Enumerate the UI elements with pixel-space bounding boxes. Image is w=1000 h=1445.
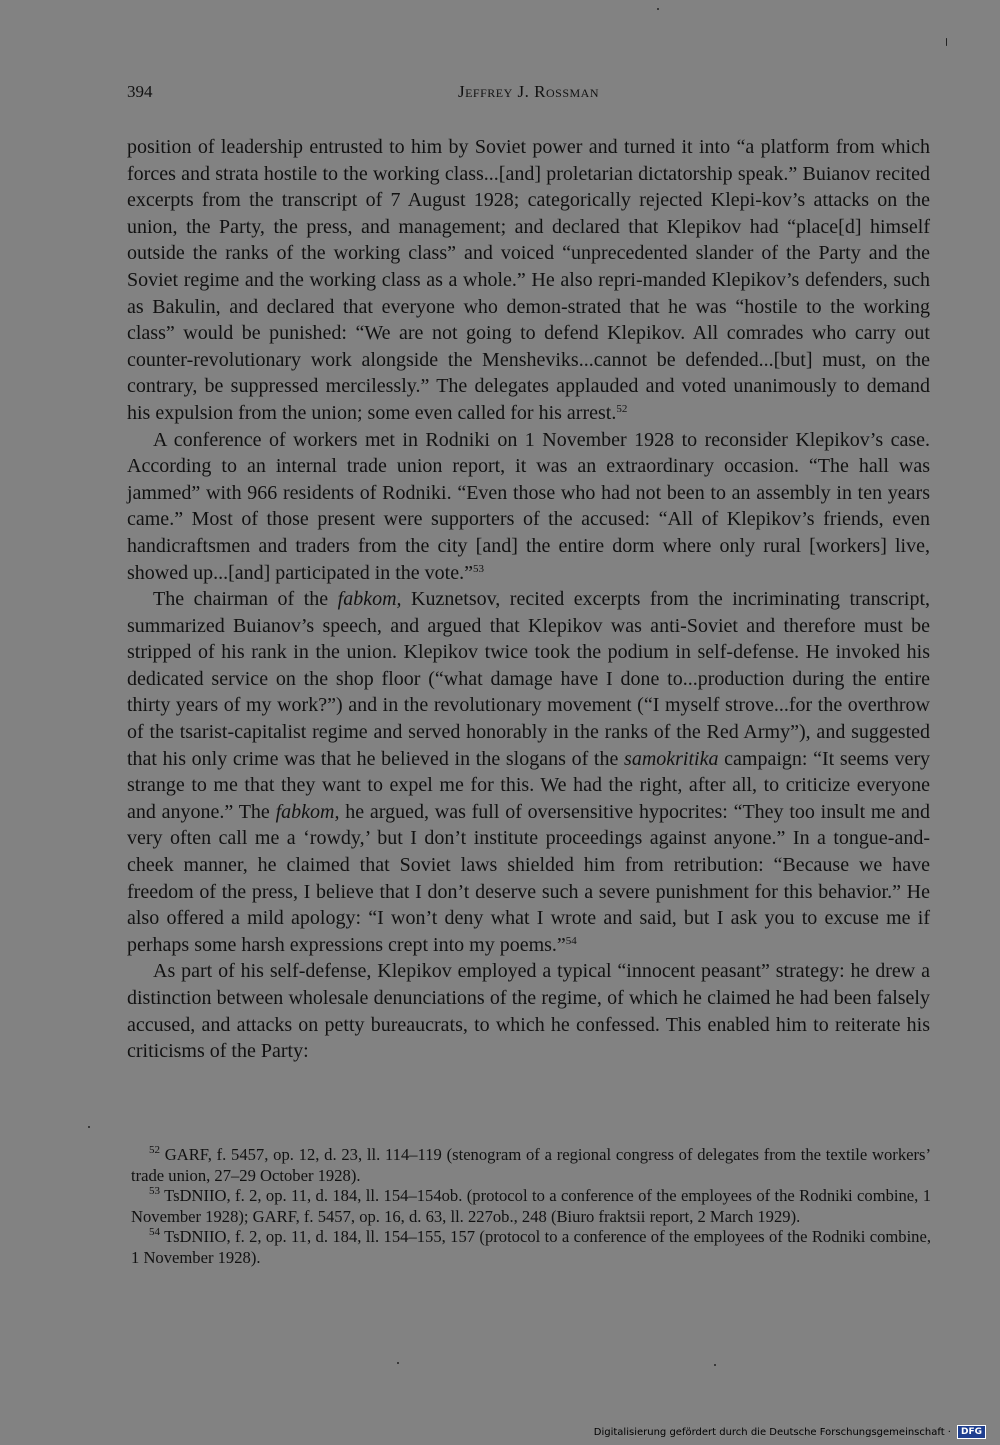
footnotes bbox=[131, 1145, 931, 1268]
body-text bbox=[127, 134, 930, 1065]
digitization-footer bbox=[594, 1425, 986, 1439]
dfg-logo: DFG bbox=[957, 1425, 986, 1439]
footnote-ref: 53 bbox=[473, 562, 484, 575]
italic-term: fabkom, bbox=[275, 800, 340, 823]
footnote-number: 52 bbox=[149, 1144, 160, 1156]
paragraph bbox=[127, 586, 930, 958]
italic-term: fabkom, bbox=[337, 588, 402, 611]
paragraph bbox=[127, 958, 930, 1064]
footnote-ref: 54 bbox=[565, 934, 577, 947]
footnote-number: 53 bbox=[149, 1185, 160, 1197]
page-number: 394 bbox=[127, 82, 153, 101]
page-header bbox=[127, 82, 930, 108]
footnote bbox=[131, 1186, 931, 1227]
text-run: he argued, was full of oversensitive hypocrites: “They too insult me and very often call me a ‘rowdy,’ but I don’t institute proceedings against anyone.” In a tongue-and-cheek manner, he claimed that Soviet laws shielded him from retribution: “Because we have freedom of the press, I believe that I don’t deserve such a severe punishment for this behavior.” He also offered a mild apology: “I won’t deny what I wrote and said, but I ask you to excuse me if perhaps some harsh expressions crept into my poems.” bbox=[127, 800, 930, 956]
footnote-text: GARF, f. 5457, op. 12, d. 23, ll. 114–119 (stenogram of a regional congress of delegates from the textile workers’ trade union, 27–29 October 1928). bbox=[131, 1145, 931, 1185]
running-head: Jeffrey J. Rossman bbox=[457, 82, 599, 101]
footnote-number: 54 bbox=[149, 1226, 160, 1238]
footnote-text: TsDNIIO, f. 2, op. 11, d. 184, ll. 154–154ob. (protocol to a conference of the employees of the Rodniki combine, 1 November 1928); GARF, f. 5457, op. 16, d. 63, ll. 227ob., 248 (Biuro fraktsii report, 2 March 1929). bbox=[131, 1186, 931, 1226]
footnote bbox=[131, 1227, 931, 1268]
footer-text: Digitalisierung gefördert durch die Deutsche Forschungsgemeinschaft · bbox=[593, 1426, 951, 1438]
footnote-text: TsDNIIO, f. 2, op. 11, d. 184, ll. 154–155, 157 (protocol to a conference of the employees of the Rodniki combine, 1 November 1928). bbox=[131, 1227, 931, 1267]
text-run: campaign: “It seems very strange to me that they want to expel me for this. We had the right, after all, to criticize everyone and anyone.” The bbox=[127, 747, 930, 823]
paragraph bbox=[127, 134, 930, 427]
italic-term: samokritika bbox=[624, 747, 719, 770]
text-run: As part of his self-defense, Klepikov employed a typical “innocent peasant” strategy: he drew a distinction between wholesale denunciations of the regime, of which he claimed he had been falsely accused, and attacks on petty bureaucrats, to which he confessed. This enabled him to reiterate his criticisms of the Party: bbox=[127, 960, 930, 1063]
text-run: position of leadership entrusted to him by Soviet power and turned it into “a platform from which forces and strata hostile to the working class...[and] proletarian dictatorship speak.” Buianov recited excerpts from the transcript of 7 August 1928; categorically rejected Klepi-kov’s attacks on the union, the Party, the press, and management; and declared that Klepikov had “place[d] himself outside the ranks of the working class” and voiced “unprecedented slander of the Party and the Soviet regime and the working class as a whole.” He also repri-manded Klepikov’s defenders, such as Bakulin, and declared that everyone who demon-strated that he was “hostile to the working class” would be punished: “We are not going to defend Klepikov. All comrades who carry out counter-revolutionary work alongside the Mensheviks...cannot be defended...[but] must, on the contrary, be suppressed mercilessly.” The delegates applauded and voted unanimously to demand his expulsion from the union; some even called for his arrest. bbox=[127, 136, 930, 424]
text-run: Kuznetsov, recited excerpts from the incriminating transcript, summarized Buianov’s speech, and argued that Klepikov was anti-Soviet and therefore must be stripped of his rank in the union. Klepikov twice took the podium in self-defense. He invoked his dedicated service on the shop floor (“what damage have I done to...production during the entire thirty years of my work?”) and in the revolutionary movement (“I myself strove...for the overthrow of the tsarist-capitalist regime and served honorably in the ranks of the Red Army”), and suggested that his only crime was that he believed in the slogans of the bbox=[127, 588, 931, 770]
footnote-ref: 52 bbox=[616, 402, 628, 415]
paragraph bbox=[127, 427, 930, 587]
text-run: A conference of workers met in Rodniki on 1 November 1928 to reconsider Klepikov’s case. According to an internal trade union report, it was an extraordinary occasion. “The hall was jammed” with 966 residents of Rodniki. “Even those who had not been to an assembly in ten years came.” Most of those present were supporters of the accused: “All of Klepikov’s friends, even handicraftsmen and traders from the city [and] the entire dorm where only rural [workers] live, showed up...[and] participated in the vote.” bbox=[127, 428, 930, 584]
text-run: The chairman of the bbox=[153, 588, 338, 611]
footnote bbox=[131, 1145, 931, 1186]
